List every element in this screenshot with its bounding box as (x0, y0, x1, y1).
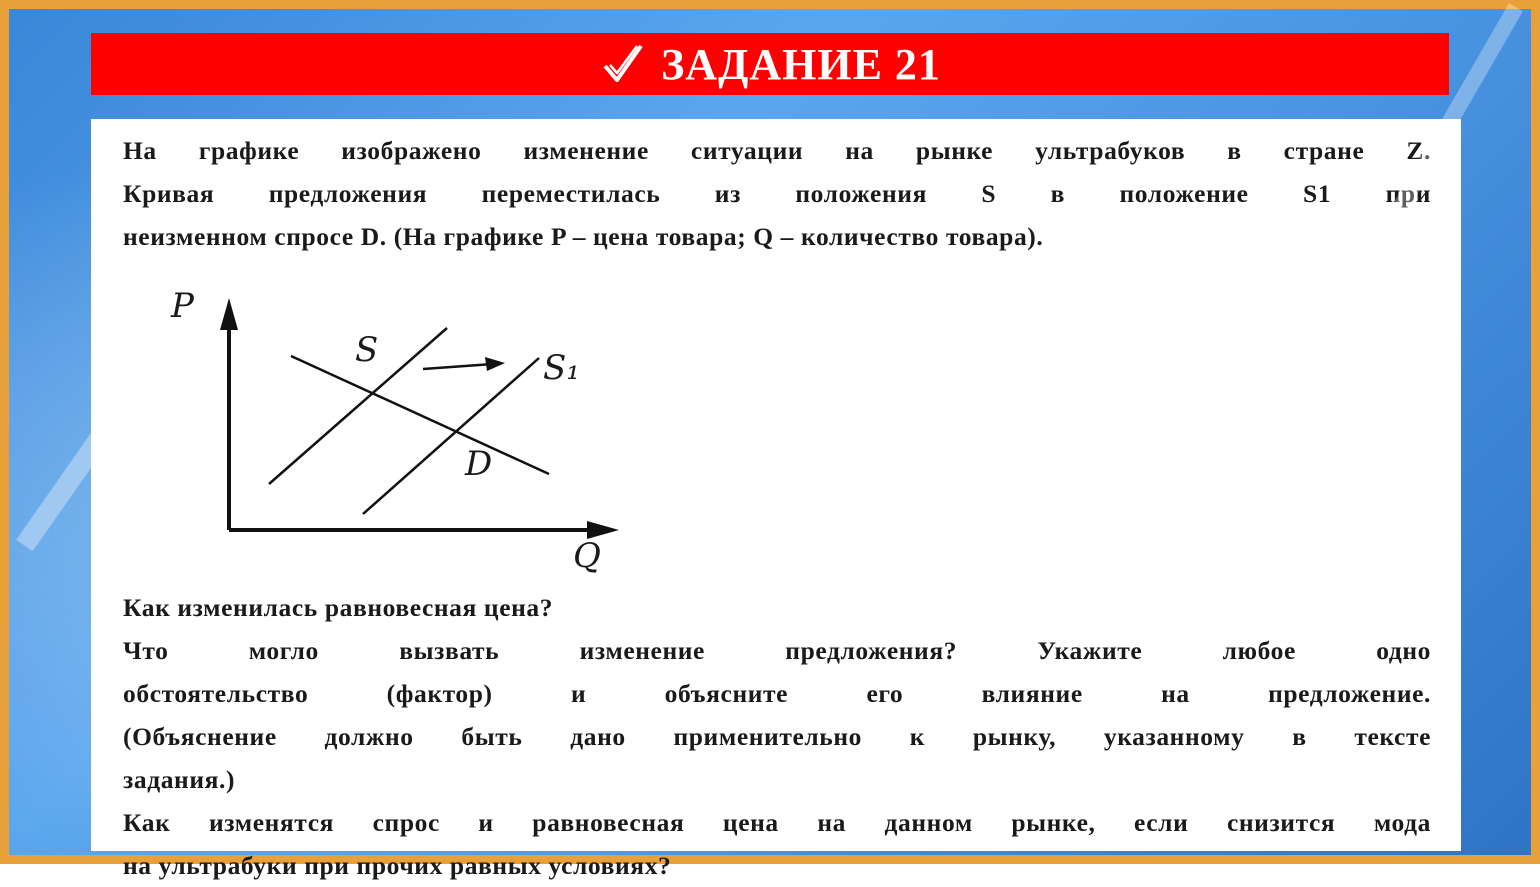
questions (123, 586, 1431, 887)
question-2-line-1: Что могло вызвать изменение предложения? Укажите любое одно (123, 636, 1431, 665)
intro-line-3: неизменном спросе D. (На графике P – цена товара; Q – количество товара). (123, 222, 1044, 251)
label-q: Q (573, 536, 601, 576)
question-2-line-3: (Объяснение должно быть дано применительно к рынку, указанному в тексте (123, 722, 1431, 751)
title-bar (91, 33, 1449, 95)
shift-arrow-head (485, 357, 505, 371)
shift-arrow (423, 364, 493, 369)
intro-line-1: На графике изображено изменение ситуации на рынке ультрабуков в стране Z. (123, 136, 1431, 165)
check-icon (599, 40, 647, 88)
supply-demand-graph (133, 278, 653, 578)
graph-svg (133, 278, 653, 578)
task-content (91, 119, 1461, 880)
question-1: Как изменилась равновесная цена? (123, 593, 554, 622)
label-d: D (465, 444, 493, 484)
p-axis-arrow (220, 298, 238, 330)
supply-curve-s1 (363, 358, 539, 514)
question-2-line-2: обстоятельство (фактор) и объясните его влияние на предложение. (123, 679, 1431, 708)
page-title: ЗАДАНИЕ 21 (661, 39, 941, 89)
question-3-line-1: Как изменятся спрос и равновесная цена на данном рынке, если снизится мода (123, 808, 1431, 837)
demand-curve-d (291, 356, 549, 474)
label-s1: S₁ (543, 348, 580, 388)
label-p: P (171, 286, 194, 326)
question-2-line-4: задания.) (123, 765, 236, 794)
label-s: S (355, 330, 379, 370)
question-3-line-2: на ультрабуки при прочих равных условиях? (123, 851, 672, 880)
intro-line-2: Кривая предложения переместилась из положения S в положение S1 при (123, 179, 1431, 208)
